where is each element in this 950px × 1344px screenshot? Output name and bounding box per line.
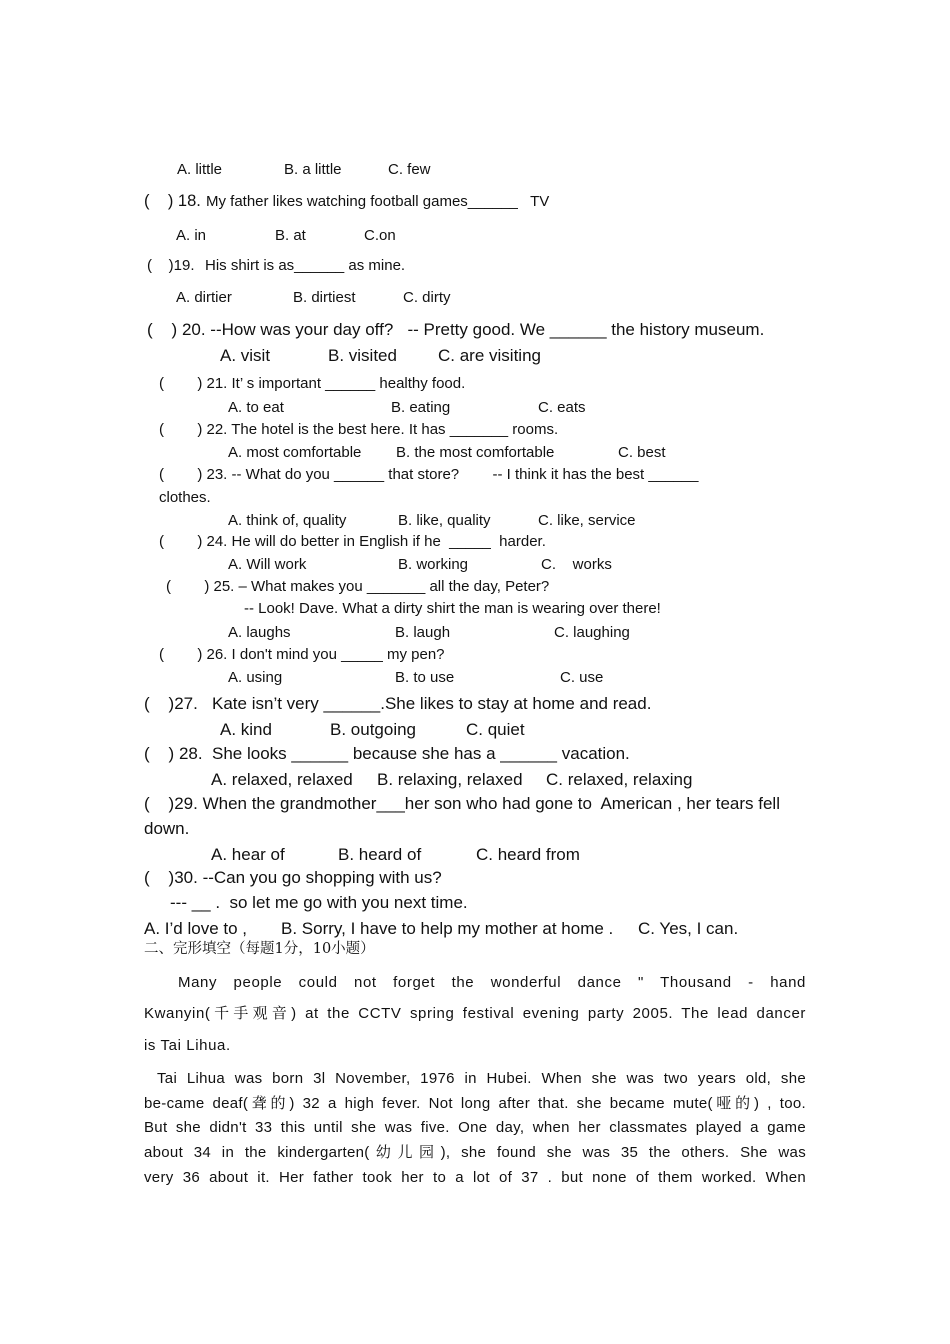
q27-option-b: B. outgoing bbox=[330, 720, 417, 739]
q25-stem: ( ) 25. – What makes you _______ all the day, Peter? bbox=[166, 578, 550, 595]
q18-option-c: C.on bbox=[364, 227, 396, 244]
q24-stem: ( ) 24. He will do better in English if he _____ harder. bbox=[159, 533, 546, 550]
q18-number: ( ) 18. bbox=[144, 192, 201, 210]
passage-p1-line3: is Tai Lihua. bbox=[144, 1037, 231, 1054]
q19-option-a: A. dirtier bbox=[176, 289, 232, 306]
q17-option-a: A. little bbox=[177, 161, 223, 178]
q19-option-c: C. dirty bbox=[403, 289, 451, 306]
q20-stem: ( ) 20. --How was your day off? -- Pretty good. We ______ the history museum. bbox=[147, 320, 765, 339]
q21-option-a: A. to eat bbox=[228, 399, 284, 416]
q22-option-a: A. most comfortable bbox=[228, 444, 362, 461]
q17-option-b: B. a little bbox=[284, 161, 342, 178]
q20-option-b: B. visited bbox=[328, 346, 397, 365]
q19-number: ( )19. bbox=[147, 257, 195, 274]
q30-option-c: C. Yes, I can. bbox=[638, 919, 739, 938]
q29-option-c: C. heard from bbox=[476, 845, 580, 864]
q28-stem: ( ) 28. She looks ______ because she has a ______ vacation. bbox=[144, 744, 630, 763]
q30-stem: ( )30. --Can you go shopping with us? bbox=[144, 868, 442, 887]
passage-p1-line1: Many people could not forget the wonderful dance " Thousand - hand bbox=[178, 974, 806, 991]
passage-p2-line5: very 36 about it. Her father took her to a lot of 37 . but none of them worked. When bbox=[144, 1169, 806, 1186]
q20-option-c: C. are visiting bbox=[438, 346, 541, 365]
q19-stem: His shirt is as______ as mine. bbox=[205, 257, 406, 274]
q23-stem: ( ) 23. -- What do you ______ that store? -- I think it has the best ______ bbox=[159, 466, 699, 483]
q25-stem-continued: -- Look! Dave. What a dirty shirt the man is wearing over there! bbox=[244, 600, 661, 617]
q26-option-c: C. use bbox=[560, 669, 604, 686]
q28-option-c: C. relaxed, relaxing bbox=[546, 770, 693, 789]
section-heading-cloze: 二、完形填空（每题1分，10小题） bbox=[144, 941, 375, 957]
passage-p2-line4: about 34 in the kindergarten(幼儿园), she found she was 35 the others. She was bbox=[144, 1144, 806, 1161]
q22-stem: ( ) 22. The hotel is the best here. It has _______ rooms. bbox=[159, 421, 559, 438]
q17-option-c: C. few bbox=[388, 161, 431, 178]
q29-stem-continued: down. bbox=[144, 819, 190, 838]
q29-option-a: A. hear of bbox=[211, 845, 285, 864]
q23-option-b: B. like, quality bbox=[398, 512, 491, 529]
q28-option-b: B. relaxing, relaxed bbox=[377, 770, 523, 789]
q29-stem: ( )29. When the grandmother___her son who had gone to American , her tears fell bbox=[144, 794, 780, 813]
q24-option-b: B. working bbox=[398, 556, 469, 573]
q28-option-a: A. relaxed, relaxed bbox=[211, 770, 353, 789]
q30-stem-continued: --- __ . so let me go with you next time. bbox=[170, 893, 468, 912]
q20-option-a: A. visit bbox=[220, 346, 271, 365]
q24-option-a: A. Will work bbox=[228, 556, 307, 573]
q21-option-b: B. eating bbox=[391, 399, 451, 416]
q24-option-c: C. works bbox=[541, 556, 612, 573]
q23-option-c: C. like, service bbox=[538, 512, 636, 529]
q30-option-b: B. Sorry, I have to help my mother at home . bbox=[281, 919, 614, 938]
passage-p2-line2: be-came deaf(聋的) 32 a high fever. Not long after that. she became mute(哑的) , too. bbox=[144, 1095, 806, 1112]
q23-stem-continued: clothes. bbox=[159, 489, 211, 506]
q25-option-b: B. laugh bbox=[395, 624, 451, 641]
q27-option-a: A. kind bbox=[220, 720, 272, 739]
q22-option-b: B. the most comfortable bbox=[396, 444, 555, 461]
q25-option-c: C. laughing bbox=[554, 624, 630, 641]
q30-option-a: A. I’d love to , bbox=[144, 919, 247, 938]
passage-p1-line2: Kwanyin(千手观音) at the CCTV spring festival evening party 2005. The lead dancer bbox=[144, 1005, 806, 1022]
passage-p2-line1: Tai Lihua was born 3l November, 1976 in Hubei. When she was two years old, she bbox=[157, 1070, 806, 1087]
q19-option-b: B. dirtiest bbox=[293, 289, 356, 306]
q22-option-c: C. best bbox=[618, 444, 666, 461]
q29-option-b: B. heard of bbox=[338, 845, 422, 864]
q25-option-a: A. laughs bbox=[228, 624, 291, 641]
q26-option-b: B. to use bbox=[395, 669, 455, 686]
q27-stem: ( )27. Kate isn’t very ______.She likes to stay at home and read. bbox=[144, 694, 652, 713]
q18-option-a: A. in bbox=[176, 227, 207, 244]
q27-option-c: C. quiet bbox=[466, 720, 525, 739]
q21-stem: ( ) 21. It’ s important ______ healthy food. bbox=[159, 375, 466, 392]
q18-stem: My father likes watching football games______ TV bbox=[206, 193, 550, 210]
q26-stem: ( ) 26. I don't mind you _____ my pen? bbox=[159, 646, 445, 663]
q21-option-c: C. eats bbox=[538, 399, 586, 416]
q26-option-a: A. using bbox=[228, 669, 283, 686]
q23-option-a: A. think of, quality bbox=[228, 512, 347, 529]
q18-option-b: B. at bbox=[275, 227, 306, 244]
passage-p2-line3: But she didn't 33 this until she was five. One day, when her classmates played a game bbox=[144, 1119, 806, 1136]
